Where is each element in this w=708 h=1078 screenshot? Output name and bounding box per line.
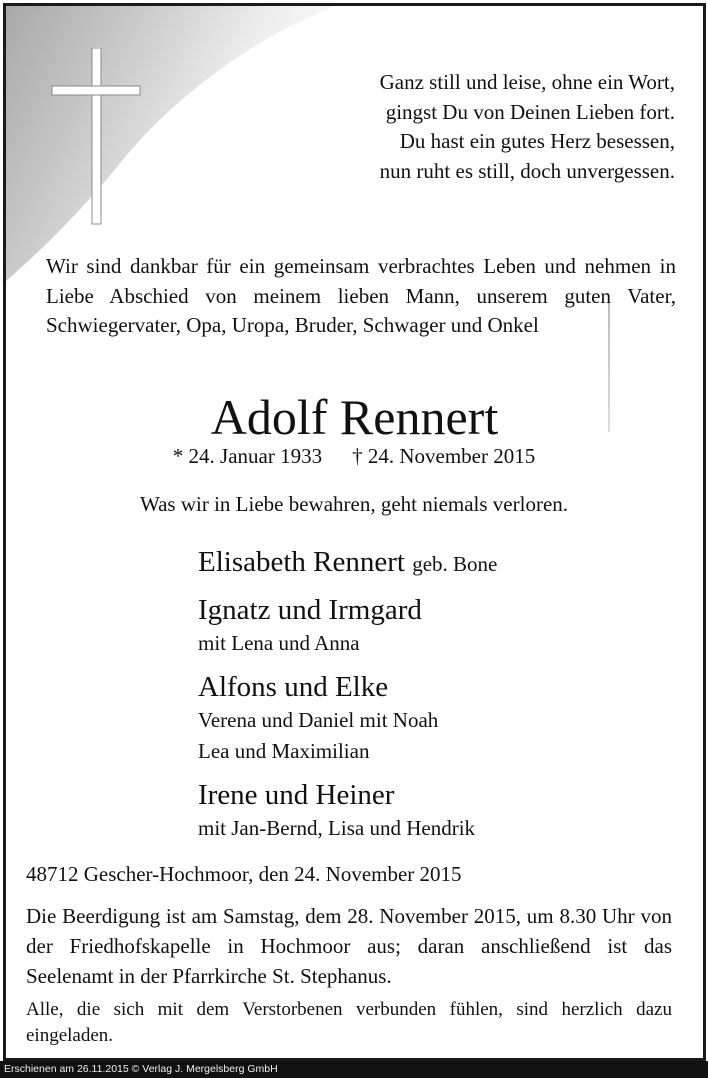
invitation-text: Alle, die sich mit dem Verstorbenen verbunden fühlen, sind herzlich dazu eingeladen.	[26, 999, 672, 1046]
family-group-line: mit Lena und Anna	[198, 631, 360, 655]
spouse-line	[198, 544, 497, 582]
family-group	[198, 777, 497, 844]
spouse-maiden-name: geb. Bone	[412, 552, 498, 576]
family-group-head: Alfons und Elke	[198, 671, 389, 703]
family-group-line: Lea und Maximilian	[198, 739, 370, 763]
death-date: † 24. November 2015	[352, 444, 536, 468]
intro-text: Wir sind dankbar für ein gemeinsam verbrachtes Leben und nehmen in Liebe Abschied von meinem lieben Mann, unserem guten Vater, Schwiegervater, Opa, Uropa, Bruder, Schwager und Onkel	[46, 254, 676, 337]
family-group	[198, 669, 497, 767]
family-group-head: Ignatz und Irmgard	[198, 594, 422, 626]
life-dates	[0, 441, 708, 471]
poem-line: gingst Du von Deinen Lieben fort.	[385, 99, 675, 124]
family-group-line: Verena und Daniel mit Noah	[198, 708, 439, 732]
deceased-name: Adolf Rennert	[210, 389, 499, 445]
family-group-head: Irene und Heiner	[198, 779, 395, 811]
place-and-date: 48712 Gescher-Hochmoor, den 24. November 2015	[26, 862, 462, 886]
funeral-details: Die Beerdigung ist am Samstag, dem 28. November 2015, um 8.30 Uhr von der Friedhofskapelle in Hochmoor aus; daran anschließend ist das Seelenamt in der Pfarrkirche St. Stephanus.	[26, 904, 672, 988]
family-group	[198, 592, 497, 659]
publication-footer: Erschienen am 26.11.2015 © Verlag J. Mergelsberg GmbH	[0, 1061, 708, 1078]
mourners-list	[198, 544, 497, 844]
birth-date: * 24. Januar 1933	[172, 444, 323, 468]
spouse-name: Elisabeth Rennert	[198, 546, 405, 578]
poem-line: nun ruht es still, doch unvergessen.	[379, 158, 675, 183]
memorial-quote: Was wir in Liebe bewahren, geht niemals verloren.	[139, 492, 569, 516]
family-group-line: mit Jan-Bernd, Lisa und Hendrik	[198, 816, 476, 840]
poem-line: Ganz still und leise, ohne ein Wort,	[379, 70, 675, 94]
poem-line: Du hast ein gutes Herz besessen,	[399, 129, 675, 153]
cross-icon	[50, 48, 142, 228]
poem	[380, 68, 675, 186]
